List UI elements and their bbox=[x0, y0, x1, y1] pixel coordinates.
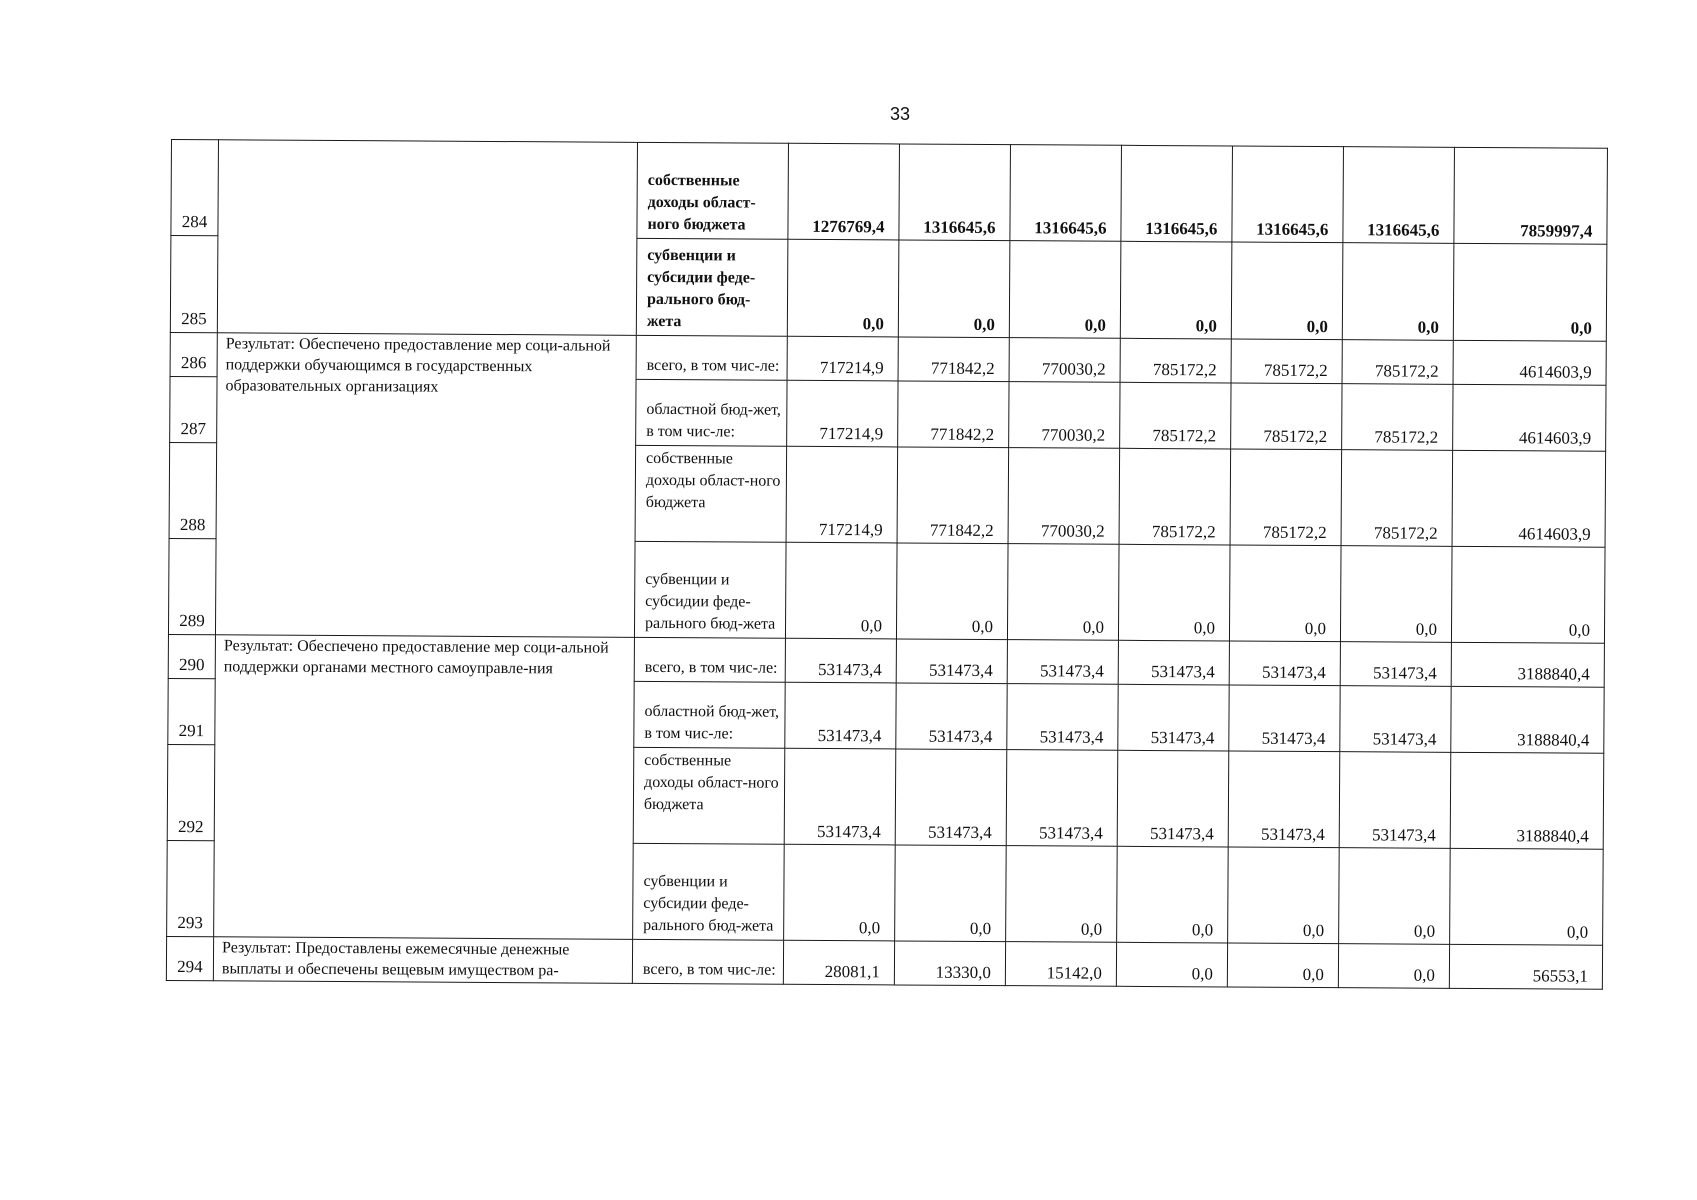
page-number: 33 bbox=[889, 104, 911, 124]
value-year-2: 0,0 bbox=[895, 845, 1007, 942]
value-year-6: 785172,2 bbox=[1342, 384, 1453, 451]
value-year-5: 0,0 bbox=[1228, 847, 1340, 944]
value-total: 3188840,4 bbox=[1451, 686, 1604, 753]
value-year-6: 0,0 bbox=[1339, 848, 1451, 945]
value-year-5: 531473,4 bbox=[1229, 685, 1340, 752]
row-number: 289 bbox=[168, 538, 216, 634]
funding-source: областной бюд-жет, в том чис-ле: bbox=[634, 681, 785, 748]
value-year-4: 531473,4 bbox=[1118, 684, 1229, 751]
value-year-4: 1316645,6 bbox=[1121, 145, 1233, 242]
value-year-3: 0,0 bbox=[1007, 544, 1119, 641]
value-year-4: 0,0 bbox=[1118, 544, 1230, 641]
funding-source: всего, в том чис-ле: bbox=[632, 939, 783, 984]
value-year-5: 785172,2 bbox=[1231, 339, 1342, 384]
value-year-1: 531473,4 bbox=[785, 638, 896, 683]
value-year-2: 13330,0 bbox=[894, 941, 1005, 986]
table-row bbox=[166, 936, 1602, 989]
value-total: 4614603,9 bbox=[1453, 384, 1606, 451]
row-number: 286 bbox=[170, 332, 217, 376]
table-row bbox=[170, 332, 1606, 385]
value-year-2: 531473,4 bbox=[896, 639, 1007, 684]
value-year-2: 771842,2 bbox=[898, 381, 1009, 448]
value-year-3: 15142,0 bbox=[1005, 942, 1116, 987]
value-total: 0,0 bbox=[1453, 243, 1607, 341]
funding-source: субвенции и субсидии феде-рального бюд-жета bbox=[634, 541, 786, 638]
value-year-1: 717214,9 bbox=[787, 380, 898, 447]
value-total: 7859997,4 bbox=[1454, 147, 1608, 244]
value-year-3: 770030,2 bbox=[1009, 338, 1120, 383]
value-total: 3188840,4 bbox=[1450, 752, 1604, 849]
value-total: 0,0 bbox=[1450, 848, 1604, 945]
value-year-6: 0,0 bbox=[1338, 944, 1449, 989]
value-total: 3188840,4 bbox=[1451, 642, 1604, 687]
value-year-5: 531473,4 bbox=[1229, 641, 1340, 686]
value-year-6: 0,0 bbox=[1342, 243, 1454, 341]
row-number: 287 bbox=[170, 376, 217, 442]
value-year-5: 531473,4 bbox=[1228, 751, 1340, 848]
value-year-2: 531473,4 bbox=[895, 749, 1007, 846]
value-year-3: 1316645,6 bbox=[1010, 145, 1122, 242]
value-year-3: 0,0 bbox=[1006, 846, 1118, 943]
budget-table bbox=[166, 139, 1608, 990]
value-year-6: 531473,4 bbox=[1340, 642, 1451, 687]
value-year-1: 717214,9 bbox=[786, 446, 898, 543]
value-year-1: 531473,4 bbox=[785, 682, 896, 749]
value-year-5: 0,0 bbox=[1229, 545, 1341, 642]
value-total: 4614603,9 bbox=[1453, 340, 1606, 385]
table-row bbox=[168, 634, 1604, 687]
funding-source: субвенции и субсидии феде-рального бюд-жета bbox=[633, 843, 785, 940]
value-year-4: 0,0 bbox=[1120, 241, 1232, 339]
value-year-1: 0,0 bbox=[784, 844, 896, 941]
row-number: 293 bbox=[167, 840, 215, 936]
row-number: 291 bbox=[168, 678, 215, 744]
row-number: 290 bbox=[168, 634, 215, 678]
result-description bbox=[217, 140, 637, 336]
value-year-5: 1316645,6 bbox=[1232, 146, 1344, 243]
value-year-4: 785172,2 bbox=[1120, 382, 1231, 449]
value-year-4: 0,0 bbox=[1116, 942, 1227, 987]
result-description: Результат: Предоставлены ежемесячные денежные выплаты и обеспечены вещевым имуществом ра- bbox=[213, 937, 632, 984]
funding-source: субвенции и субсидии феде-рального бюд-жета bbox=[636, 238, 788, 336]
value-year-6: 785172,2 bbox=[1341, 450, 1453, 547]
value-year-1: 531473,4 bbox=[784, 748, 896, 845]
result-description: Результат: Обеспечено предоставление мер соци-альной поддержки обучающимся в государственных образовательных организациях bbox=[215, 333, 636, 638]
value-year-1: 28081,1 bbox=[783, 940, 894, 985]
value-year-3: 0,0 bbox=[1009, 241, 1121, 339]
row-number: 288 bbox=[169, 442, 217, 538]
funding-source: всего, в том чис-ле: bbox=[636, 335, 787, 380]
value-year-2: 531473,4 bbox=[896, 683, 1007, 750]
value-year-6: 785172,2 bbox=[1342, 340, 1453, 385]
row-number: 294 bbox=[166, 936, 213, 980]
value-year-3: 531473,4 bbox=[1006, 750, 1118, 847]
funding-source: собственные доходы област-ного бюджета bbox=[635, 445, 787, 542]
value-year-6: 0,0 bbox=[1340, 546, 1452, 643]
value-total: 56553,1 bbox=[1449, 944, 1602, 989]
value-year-2: 0,0 bbox=[896, 543, 1008, 640]
row-number: 292 bbox=[167, 744, 215, 840]
value-year-3: 531473,4 bbox=[1007, 684, 1118, 751]
value-total: 4614603,9 bbox=[1452, 450, 1606, 547]
value-year-4: 531473,4 bbox=[1117, 750, 1229, 847]
table-row bbox=[171, 140, 1608, 245]
value-year-2: 0,0 bbox=[898, 240, 1010, 338]
result-description: Результат: Обеспечено предоставление мер соци-альной поддержки органами местного самоуправле-ния bbox=[214, 635, 635, 940]
value-year-1: 1276769,4 bbox=[788, 143, 900, 240]
row-number: 284 bbox=[171, 140, 219, 236]
value-year-4: 785172,2 bbox=[1119, 448, 1231, 545]
value-year-4: 785172,2 bbox=[1120, 338, 1231, 383]
value-year-1: 717214,9 bbox=[787, 336, 898, 381]
value-year-5: 0,0 bbox=[1227, 943, 1338, 988]
value-year-5: 0,0 bbox=[1231, 242, 1343, 340]
value-year-3: 770030,2 bbox=[1009, 382, 1120, 449]
funding-source: собственные доходы област-ного бюджета bbox=[637, 142, 789, 239]
funding-source: собственные доходы област-ного бюджета bbox=[633, 747, 785, 844]
row-number: 285 bbox=[170, 236, 218, 333]
value-year-1: 0,0 bbox=[785, 542, 897, 639]
value-year-6: 531473,4 bbox=[1339, 752, 1451, 849]
value-year-4: 0,0 bbox=[1117, 846, 1229, 943]
value-year-5: 785172,2 bbox=[1231, 383, 1342, 450]
funding-source: областной бюд-жет, в том чис-ле: bbox=[636, 379, 787, 446]
value-year-3: 531473,4 bbox=[1007, 640, 1118, 685]
value-year-2: 771842,2 bbox=[897, 447, 1009, 544]
value-year-5: 785172,2 bbox=[1230, 449, 1342, 546]
value-total: 0,0 bbox=[1451, 546, 1605, 643]
value-year-4: 531473,4 bbox=[1118, 640, 1229, 685]
value-year-2: 1316645,6 bbox=[899, 144, 1011, 241]
value-year-6: 531473,4 bbox=[1340, 686, 1451, 753]
funding-source: всего, в том чис-ле: bbox=[634, 637, 785, 682]
budget-table-wrapper bbox=[166, 139, 1607, 990]
value-year-2: 771842,2 bbox=[898, 337, 1009, 382]
value-year-3: 770030,2 bbox=[1008, 448, 1120, 545]
value-year-1: 0,0 bbox=[787, 239, 899, 337]
value-year-6: 1316645,6 bbox=[1343, 147, 1455, 244]
